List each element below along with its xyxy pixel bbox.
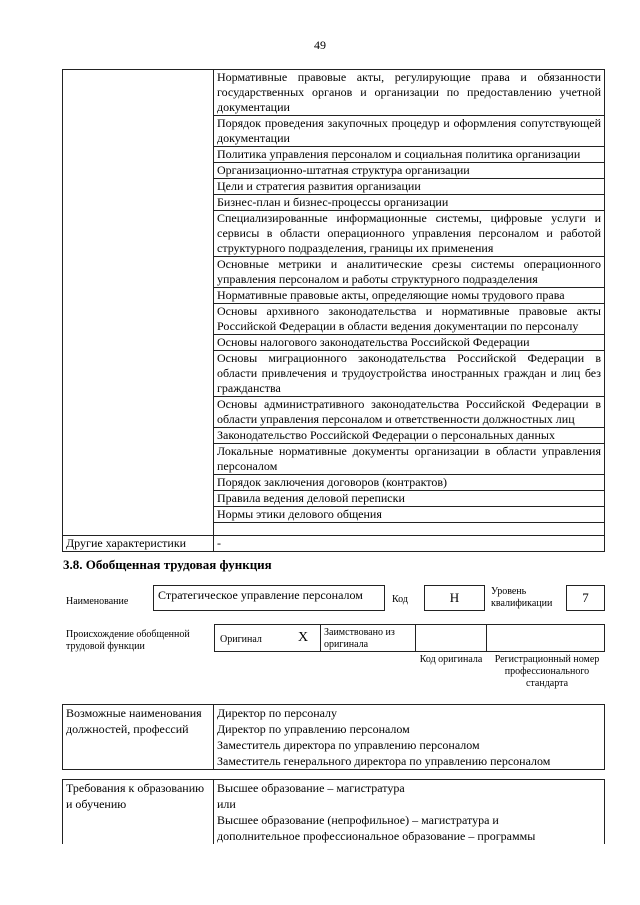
positions-list xyxy=(214,705,605,770)
knowledge-item: Основные метрики и аналитические срезы системы операционного управления персоналом и работы структурного подразделения xyxy=(214,257,605,288)
education-item: Высшее образование – магистратура xyxy=(217,781,405,795)
knowledge-table xyxy=(62,69,605,552)
positions-label: Возможные наименования должностей, профессий xyxy=(63,705,214,770)
knowledge-item: Нормативные правовые акты, определяющие номы трудового права xyxy=(214,288,605,304)
education-row xyxy=(63,780,605,845)
level-value: 7 xyxy=(566,585,605,611)
knowledge-item: Политика управления персоналом и социальная политика организации xyxy=(214,147,605,163)
other-characteristics-row xyxy=(63,536,605,552)
position-item: Директор по персоналу xyxy=(217,706,338,720)
origin-divider-2 xyxy=(415,624,416,652)
section-title: 3.8. Обобщенная трудовая функция xyxy=(63,557,272,572)
code-label: Код xyxy=(392,594,408,605)
knowledge-item: Локальные нормативные документы организации в области управления персоналом xyxy=(214,444,605,475)
reg-number-caption: Регистрационный номер профессионального стандарта xyxy=(494,654,600,689)
knowledge-item: Нормы этики делового общения xyxy=(214,507,605,523)
orig-code-caption: Код оригинала xyxy=(419,654,483,665)
knowledge-item: Основы архивного законодательства и нормативные правовые акты Российской Федерации в области ведения документации по персоналу xyxy=(214,304,605,335)
name-label: Наименование xyxy=(66,596,129,607)
knowledge-item: Порядок заключения договоров (контрактов) xyxy=(214,475,605,491)
education-item: или xyxy=(217,797,236,811)
knowledge-item: Законодательство Российской Федерации о персональных данных xyxy=(214,428,605,444)
origin-divider-1 xyxy=(320,624,321,652)
position-item: Заместитель директора по управлению персоналом xyxy=(217,738,480,752)
page-number: 49 xyxy=(314,38,326,52)
level-label: Уровень квалификации xyxy=(491,586,553,609)
name-value: Стратегическое управление персоналом xyxy=(153,585,385,611)
knowledge-item: Основы налогового законодательства Российской Федерации xyxy=(214,335,605,351)
knowledge-row xyxy=(63,70,605,116)
position-item: Директор по управлению персоналом xyxy=(217,722,410,736)
knowledge-item: Порядок проведения закупочных процедур и оформления сопутствующей документации xyxy=(214,116,605,147)
other-characteristics-value: - xyxy=(214,536,605,552)
knowledge-left-cell xyxy=(63,70,214,536)
origin-divider-3 xyxy=(486,624,487,652)
origin-label: Происхождение обобщенной трудовой функции xyxy=(66,629,190,652)
knowledge-item: Организационно-штатная структура организации xyxy=(214,163,605,179)
positions-table xyxy=(62,704,605,770)
knowledge-item: Цели и стратегия развития организации xyxy=(214,179,605,195)
borrowed-label: Заимствовано из оригинала xyxy=(324,627,395,650)
knowledge-item: Специализированные информационные системы, цифровые услуги и сервисы в области операционного управления персоналом и работой структурного подразделения, границы их применения xyxy=(214,211,605,257)
education-label: Требования к образованию и обучению xyxy=(63,780,214,845)
original-label: Оригинал xyxy=(220,634,262,645)
education-table xyxy=(62,779,605,844)
education-item: Высшее образование (непрофильное) – магистратура и xyxy=(217,813,499,827)
knowledge-item: Нормативные правовые акты, регулирующие права и обязанности государственных органов и организации по предоставлению учетной документации xyxy=(214,70,605,116)
knowledge-item: Основы миграционного законодательства Российской Федерации в области привлечения и трудоустройства иностранных граждан и лиц без гражданства xyxy=(214,351,605,397)
knowledge-item: Правила ведения деловой переписки xyxy=(214,491,605,507)
positions-row xyxy=(63,705,605,770)
knowledge-item: Основы административного законодательства Российской Федерации в области управления персоналом и ответственности должностных лиц xyxy=(214,397,605,428)
original-mark: X xyxy=(298,630,309,645)
other-characteristics-label: Другие характеристики xyxy=(63,536,214,552)
knowledge-item: Бизнес-план и бизнес-процессы организации xyxy=(214,195,605,211)
education-item: дополнительное профессиональное образование – программы xyxy=(217,829,536,843)
position-item: Заместитель генерального директора по управлению персоналом xyxy=(217,754,551,768)
code-value: H xyxy=(424,585,485,611)
education-list xyxy=(214,780,605,845)
